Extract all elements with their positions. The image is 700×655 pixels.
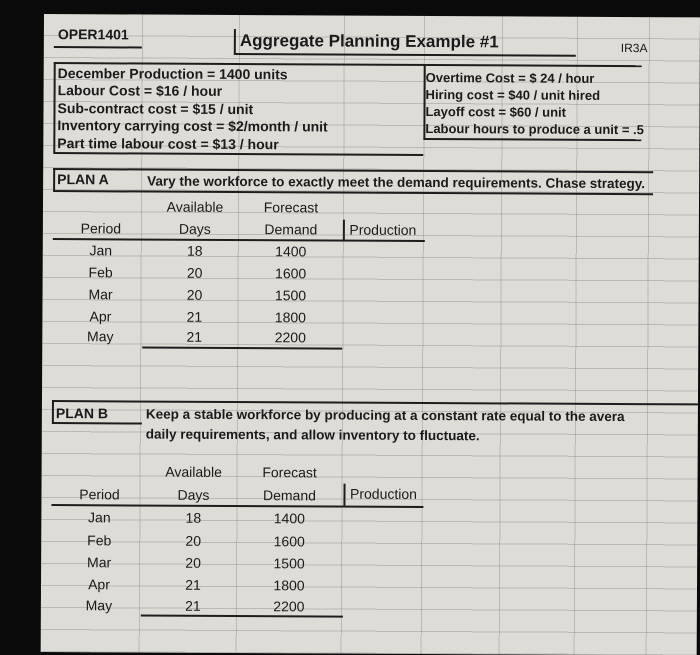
table-b-demand-cell: 1400	[273, 510, 305, 527]
table-b-forecast-header: Forecast	[262, 464, 317, 481]
table-a-period-cell: Apr	[89, 308, 112, 325]
table-a-period-cell: Mar	[88, 286, 113, 303]
plan-b-label: PLAN B	[55, 405, 109, 422]
table-a-days-header: Days	[178, 220, 211, 237]
plan-a-label: PLAN A	[57, 171, 109, 188]
table-a-available-header: Available	[166, 198, 224, 215]
table-b-production-divider	[343, 484, 345, 506]
param-part-time-cost: Part time labour cost = $13 / hour	[57, 135, 279, 153]
table-b-header-rule	[51, 504, 423, 507]
table-b-demand-cell: 1500	[273, 555, 305, 572]
table-b-days-cell: 21	[185, 576, 201, 593]
table-b-period-cell: Apr	[88, 576, 110, 593]
param-subcontract-cost: Sub-contract cost = $15 / unit	[57, 100, 254, 118]
table-b-days-cell: 21	[185, 597, 201, 614]
params-right-bottom-rule	[423, 138, 641, 141]
plan-a-description: Vary the workforce to exactly meet the demand requirements. Chase strategy.	[147, 173, 646, 192]
table-a-bottom-rule	[142, 347, 342, 350]
sheet-code: IR3A	[620, 41, 648, 56]
table-a-header-rule	[53, 238, 425, 241]
table-a-days-cell: 21	[186, 308, 203, 325]
table-a-days-cell: 21	[186, 328, 203, 345]
params-bottom-rule	[53, 152, 423, 155]
table-a-demand-header: Demand	[264, 221, 318, 238]
table-a-forecast-header: Forecast	[263, 199, 319, 216]
table-a-demand-cell: 1600	[275, 265, 307, 282]
table-b-period-header: Period	[79, 486, 120, 503]
params-left-rule	[53, 62, 55, 152]
page-title: Aggregate Planning Example #1	[239, 31, 499, 52]
table-a-days-cell: 18	[186, 242, 203, 259]
param-overtime-cost: Overtime Cost = $ 24 / hour	[425, 69, 595, 86]
plan-b-description-line2: daily requirements, and allow inventory to fluctuate.	[145, 426, 480, 444]
param-december-production: December Production = 1400 units	[57, 65, 288, 83]
table-a-days-cell: 20	[186, 286, 203, 303]
table-b-period-cell: Mar	[87, 554, 112, 571]
table-b-period-cell: May	[85, 597, 113, 614]
table-b-period-cell: Feb	[87, 532, 112, 549]
table-a-period-cell: Jan	[89, 242, 113, 259]
table-a-period-cell: May	[87, 328, 114, 345]
table-a-demand-cell: 2200	[274, 329, 306, 346]
table-b-demand-cell: 1800	[273, 577, 305, 594]
spreadsheet-printout	[41, 14, 700, 655]
header-rule	[54, 46, 142, 48]
table-b-demand-header: Demand	[262, 487, 316, 504]
course-code: OPER1401	[57, 26, 129, 43]
table-a-period-cell: Feb	[88, 264, 113, 281]
table-a-demand-cell: 1500	[274, 287, 307, 304]
plan-a-top-rule	[53, 168, 653, 173]
table-a-days-cell: 20	[186, 264, 203, 281]
param-labour-hours: Labour hours to produce a unit = .5	[425, 120, 644, 138]
plan-b-left-rule	[52, 400, 54, 422]
table-b-demand-cell: 1600	[273, 533, 305, 550]
plan-a-bottom-rule	[53, 190, 653, 195]
param-hiring-cost: Hiring cost = $40 / unit hired	[425, 86, 601, 103]
plan-b-label-rule	[52, 422, 142, 424]
table-a-period-header: Period	[80, 220, 122, 237]
table-a-production-divider	[343, 220, 345, 240]
table-b-bottom-rule	[141, 615, 343, 618]
title-box-left	[234, 29, 236, 53]
plan-b-top-rule	[52, 400, 698, 405]
plan-b-description-line1: Keep a stable workforce by producing at a constant rate equal to the avera	[145, 406, 625, 425]
table-b-production-header: Production	[349, 485, 418, 502]
table-b-demand-cell: 2200	[273, 598, 305, 615]
table-b-days-cell: 18	[185, 509, 202, 526]
table-b-days-cell: 20	[185, 532, 202, 549]
plan-a-left-rule	[53, 168, 55, 190]
table-a-demand-cell: 1800	[274, 309, 307, 326]
table-b-period-cell: Jan	[88, 509, 111, 526]
table-b-days-cell: 20	[185, 554, 201, 571]
table-a-demand-cell: 1400	[275, 243, 307, 260]
table-a-production-header: Production	[349, 221, 417, 238]
param-labour-cost: Labour Cost = $16 / hour	[57, 82, 223, 99]
param-layoff-cost: Layoff cost = $60 / unit	[425, 103, 567, 120]
table-b-available-header: Available	[165, 463, 222, 480]
param-inventory-cost: Inventory carrying cost = $2/month / unit	[57, 117, 328, 135]
title-rule	[234, 53, 576, 56]
table-b-days-header: Days	[177, 486, 210, 503]
